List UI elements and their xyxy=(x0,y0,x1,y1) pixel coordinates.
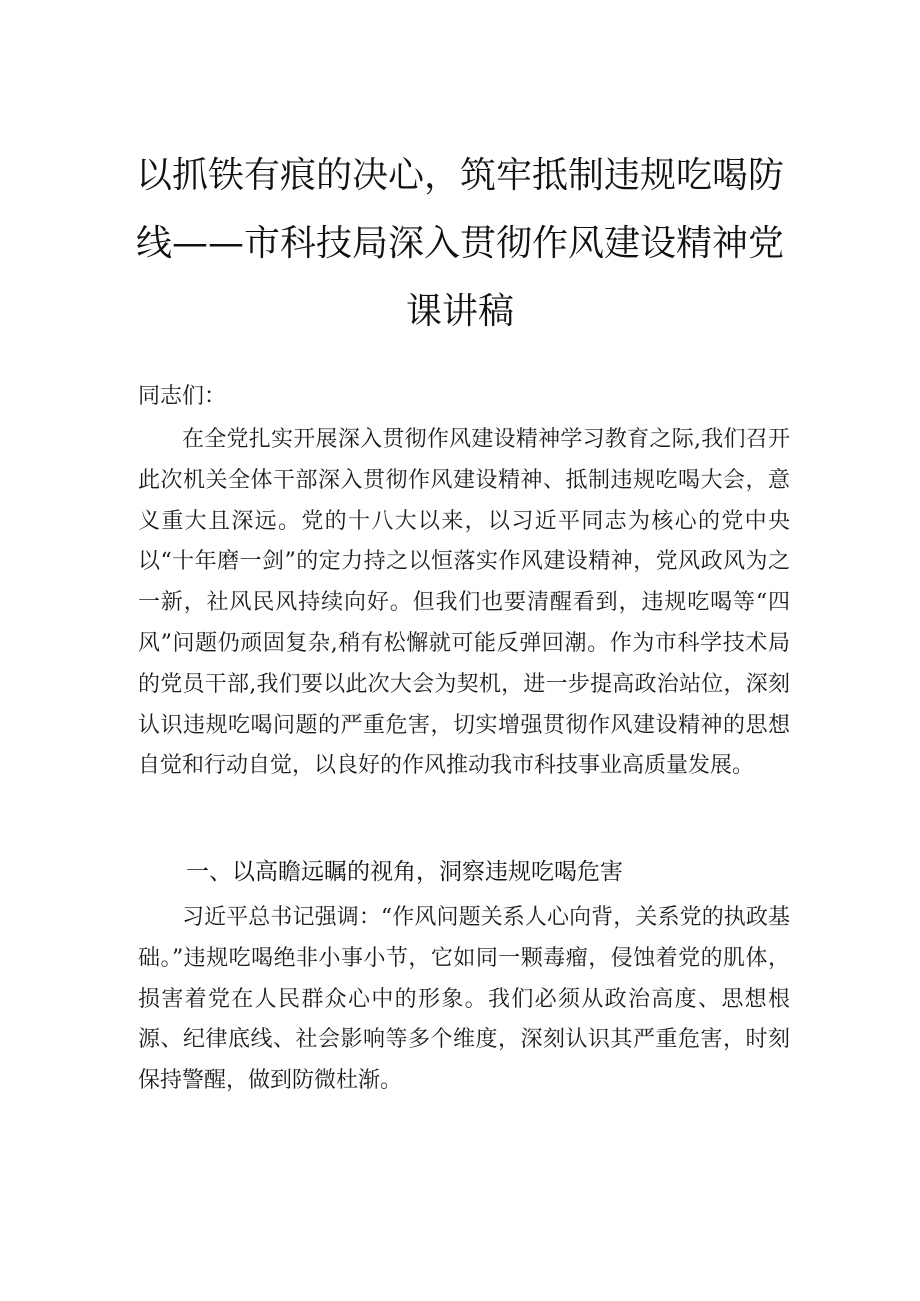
salutation: 同志们： xyxy=(138,384,227,409)
intro-paragraph: 在全党扎实开展深入贯彻作风建设精神学习教育之际,我们召开此次机关全体干部深入贯彻作风建设精神、抵制违规吃喝大会，意义重大且深远。党的十八大以来，以习近平同志为核心的党中央以“十年磨一剑”的定力持之以恒落实作风建设精神，党风政风为之一新，社风民风持续向好。但我们也要清醒看到，违规吃喝等“四风”问题仍顽固复杂,稍有松懈就可能反弹回潮。作为市科学技术局的党员干部,我们要以此次大会为契机，进一步提高政治站位，深刻认识违规吃喝问题的严重危害，切实增强贯彻作风建设精神的思想自觉和行动自觉，以良好的作风推动我市科技事业高质量发展。 xyxy=(138,427,790,779)
section-heading-1: 一、以高瞻远瞩的视角，洞察违规吃喝危害 xyxy=(186,859,623,885)
document-title: 以抓铁有痕的决心，筑牢抵制违规吃喝防线——市科技局深入贯彻作风建设精神党课讲稿 xyxy=(135,155,784,332)
section-1-paragraph: 习近平总书记强调：“作风问题关系人心向背，关系党的执政基础。”违规吃喝绝非小事小节，它如同一颗毒瘤，侵蚀着党的肌体，损害着党在人民群众心中的形象。我们必须从政治高度、思想根源、纪律底线、社会影响等多个维度，深刻认识其严重危害，时刻保持警醒，做到防微杜渐。 xyxy=(138,905,790,1094)
